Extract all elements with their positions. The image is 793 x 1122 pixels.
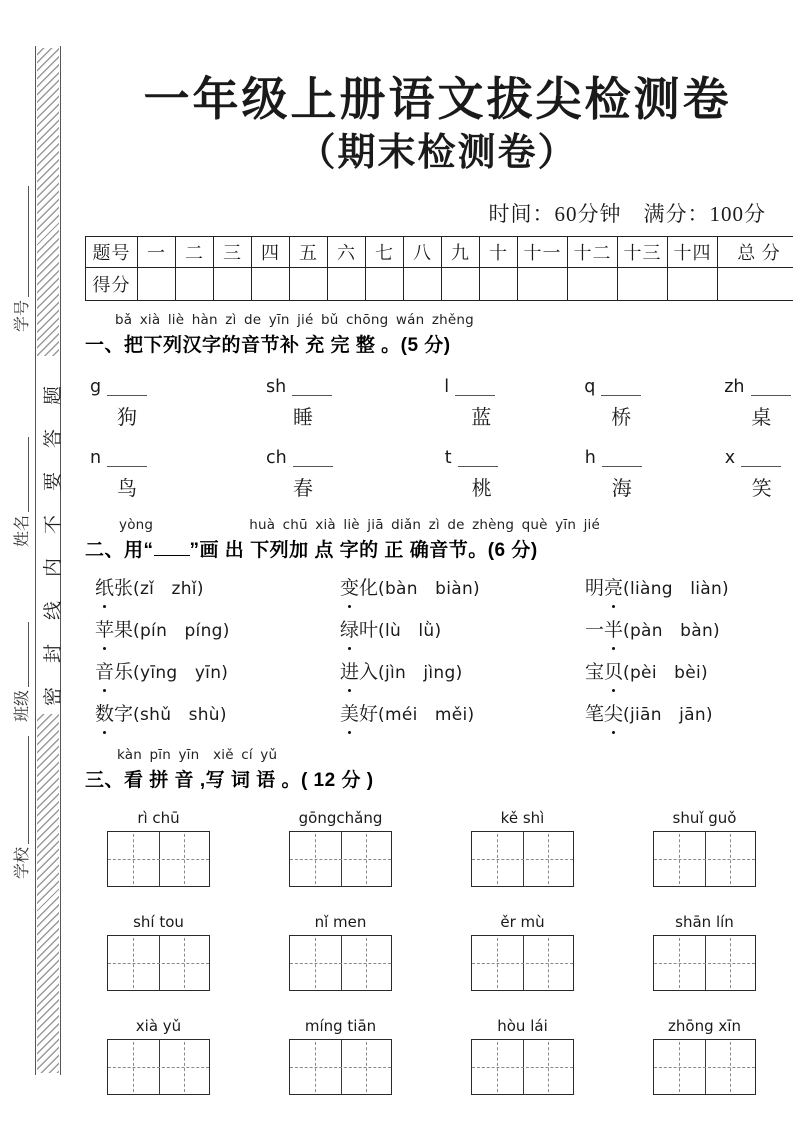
grid-line [108, 859, 209, 860]
grid-line [730, 1042, 731, 1092]
writing-box [289, 935, 392, 991]
writing-row [85, 1017, 790, 1095]
syllable-blank [601, 371, 641, 396]
grid-line [472, 859, 573, 860]
pinyin-options: (pèi bèi) [623, 663, 708, 684]
word-pinyin: shí tou [133, 913, 184, 932]
word-char: 果 [114, 620, 134, 642]
student-id-label [12, 186, 32, 332]
pinyin-options: (liàng liàn) [623, 579, 729, 600]
score-cell [214, 268, 252, 301]
word-choice-item [585, 659, 790, 687]
grid-line [133, 834, 134, 884]
section-2-pinyin [119, 517, 790, 533]
score-cell [176, 268, 214, 301]
score-cell [568, 268, 618, 301]
syllable-blank [107, 442, 147, 467]
writing-box [107, 831, 210, 887]
page-subtitle: （期末检测卷） [297, 131, 578, 174]
score-cell [366, 268, 404, 301]
grid-line [133, 1042, 134, 1092]
syllable-initial: t [444, 447, 452, 468]
seal-hatch-top [37, 48, 59, 356]
word-char: 入 [359, 662, 379, 684]
score-value-row [86, 268, 793, 301]
syllable-character: 蓝 [471, 407, 492, 430]
word-char: 尖 [604, 701, 623, 728]
writing-cell [289, 913, 392, 991]
fill-line [28, 622, 29, 687]
writing-row [85, 809, 790, 887]
section-2-pinyin-head: yòng [119, 517, 154, 534]
score-col-header: 五 [290, 237, 328, 268]
grid-line [654, 1067, 755, 1068]
word-char: 笔 [585, 704, 605, 726]
grid-line [108, 963, 209, 964]
syllable-initial: sh [266, 376, 287, 397]
writing-cell [471, 1017, 574, 1095]
word-char: 亮 [604, 575, 623, 602]
score-cell [668, 268, 718, 301]
grid-line [679, 1042, 680, 1092]
writing-cell [653, 809, 756, 887]
word-char: 绿 [340, 617, 359, 644]
word-choice-item [340, 575, 585, 603]
score-cell [328, 268, 366, 301]
score-cell [290, 268, 328, 301]
class-label [12, 622, 32, 722]
seal-hatch-bottom [37, 714, 59, 1073]
grid-line [497, 834, 498, 884]
score-col-header: 六 [328, 237, 366, 268]
writing-box [653, 1039, 756, 1095]
grid-line [184, 1042, 185, 1092]
word-char: 叶 [359, 620, 379, 642]
word-choice-item [95, 701, 340, 729]
score-col-header: 四 [252, 237, 290, 268]
writing-cell [653, 1017, 756, 1095]
syllable-item [444, 372, 502, 430]
syllable-character: 鸟 [117, 478, 137, 501]
pinyin-options: (jìn jìng) [378, 663, 463, 684]
word-char: 数 [95, 701, 114, 728]
section-2-title [85, 535, 790, 562]
score-cell [718, 268, 793, 301]
word-char: 一 [585, 620, 605, 642]
syllable-item [445, 443, 503, 501]
word-choice-item [340, 659, 585, 687]
word-char: 明 [585, 578, 605, 600]
score-cell [618, 268, 668, 301]
pinyin-options: (méi měi) [378, 705, 475, 726]
syllable-item [90, 372, 148, 430]
syllable-initial: q [584, 376, 596, 397]
grid-line [497, 938, 498, 988]
syllable-blank [741, 442, 781, 467]
section-3-pinyin: kàn pīn yīn xiě cí yǔ [117, 747, 278, 764]
student-id-text: 学号 [14, 299, 31, 332]
grid-line [730, 938, 731, 988]
word-char: 字 [114, 704, 134, 726]
syllable-character: 春 [293, 478, 313, 501]
score-col-header: 一 [138, 237, 176, 268]
grid-line [366, 938, 367, 988]
grid-line [472, 963, 573, 964]
writing-box [653, 935, 756, 991]
syllable-initial: ch [266, 447, 287, 468]
syllable-character: 狗 [117, 407, 137, 430]
score-cell [138, 268, 176, 301]
word-pinyin: shān lín [675, 913, 734, 932]
syllable-row [85, 372, 790, 430]
score-cell [442, 268, 480, 301]
word-pinyin: míng tiān [304, 1017, 377, 1036]
class-text: 班级 [14, 689, 31, 722]
word-char: 音 [95, 659, 114, 686]
syllable-item [90, 443, 148, 501]
grid-line [679, 938, 680, 988]
grid-line [366, 834, 367, 884]
score-col-header: 十 [480, 237, 518, 268]
syllable-blank [602, 442, 642, 467]
score-cell [518, 268, 568, 301]
word-char: 变 [340, 575, 359, 602]
word-char: 美 [340, 701, 359, 728]
word-choice-item [340, 701, 585, 729]
syllable-character: 睡 [293, 407, 313, 430]
writing-cell [471, 913, 574, 991]
syllable-blank [292, 371, 332, 396]
score-header-row [86, 237, 793, 268]
score-table-corner: 题号 [86, 237, 138, 268]
word-pinyin: xià yǔ [135, 1017, 182, 1036]
syllable-item [266, 443, 333, 501]
word-choice-item [340, 617, 585, 645]
score-col-header: 十一 [518, 237, 568, 268]
score-col-header: 十四 [668, 237, 718, 268]
word-choice-item [95, 617, 340, 645]
grid-line [654, 859, 755, 860]
fill-line [28, 437, 29, 512]
word-char: 纸 [95, 575, 114, 602]
writing-box [471, 831, 574, 887]
score-col-header: 八 [404, 237, 442, 268]
word-choice-grid [85, 575, 790, 729]
grid-line [315, 938, 316, 988]
pinyin-options: (pàn bàn) [623, 621, 720, 642]
grid-line [290, 859, 391, 860]
syllable-initial: g [90, 376, 102, 397]
syllable-row [85, 443, 790, 501]
word-char: 张 [114, 578, 134, 600]
word-char: 宝 [585, 662, 605, 684]
seal-line-text: 密封线内不要答题 [43, 361, 64, 706]
writing-cell [107, 1017, 210, 1095]
school-text: 学校 [14, 846, 31, 879]
writing-cell [107, 809, 210, 887]
word-pinyin: ěr mù [500, 913, 545, 932]
syllable-initial: l [444, 376, 450, 397]
syllable-item [585, 443, 643, 501]
word-choice-item [95, 659, 340, 687]
word-pinyin: zhōng xīn [668, 1017, 741, 1036]
student-name-label [12, 437, 32, 547]
writing-box [289, 831, 392, 887]
score-table [85, 236, 793, 301]
writing-box [653, 831, 756, 887]
pinyin-options: (bàn biàn) [378, 579, 480, 600]
score-cell [252, 268, 290, 301]
writing-row [85, 913, 790, 991]
section-1-title: 一、把下列汉字的音节补 充 完 整 。(5 分) [85, 335, 451, 357]
syllable-blank [458, 442, 498, 467]
writing-cell [107, 913, 210, 991]
score-col-header: 二 [176, 237, 214, 268]
pinyin-options: (yīng yīn) [133, 663, 229, 684]
section-2-title-pre: 二、用“ [85, 540, 154, 562]
grid-line [108, 1067, 209, 1068]
score-cell [404, 268, 442, 301]
syllable-character: 笑 [751, 478, 772, 501]
syllable-character: 桌 [751, 407, 772, 430]
grid-line [315, 834, 316, 884]
school-label [12, 736, 32, 879]
writing-cell [653, 913, 756, 991]
section-2-title-post: ”画 出 下列加 点 字的 正 确音节。(6 分) [189, 540, 538, 562]
grid-line [315, 1042, 316, 1092]
writing-box [471, 1039, 574, 1095]
grid-line [548, 834, 549, 884]
word-choice-item [585, 575, 790, 603]
fill-line [28, 736, 29, 844]
writing-cell [289, 809, 392, 887]
grid-line [654, 963, 755, 964]
writing-box [107, 1039, 210, 1095]
word-choice-item [585, 701, 790, 729]
writing-box [471, 935, 574, 991]
syllable-item [724, 372, 790, 430]
syllable-item [584, 372, 642, 430]
grid-line [290, 963, 391, 964]
syllable-character: 桃 [471, 478, 492, 501]
grid-line [184, 834, 185, 884]
section-1-pinyin: bǎ xià liè hàn zì de yīn jié bǔ chōng wán zhěng [115, 312, 474, 329]
word-choice-item [95, 575, 340, 603]
word-pinyin: shuǐ guǒ [672, 809, 737, 828]
word-choice-item [585, 617, 790, 645]
student-name-text: 姓名 [14, 514, 31, 547]
pinyin-options: (jiān jān) [623, 705, 713, 726]
grid-line [730, 834, 731, 884]
score-col-header: 三 [214, 237, 252, 268]
score-col-header: 九 [442, 237, 480, 268]
score-col-header: 十二 [568, 237, 618, 268]
word-char: 化 [359, 578, 379, 600]
syllable-blank [107, 371, 147, 396]
writing-cell [289, 1017, 392, 1095]
word-pinyin: rì chū [137, 809, 180, 828]
syllable-initial: x [724, 447, 736, 468]
grid-line [548, 938, 549, 988]
pinyin-options: (shǔ shù) [133, 705, 227, 726]
score-row-label: 得分 [86, 268, 138, 301]
syllable-initial: zh [724, 376, 745, 397]
grid-line [497, 1042, 498, 1092]
pinyin-options: (zǐ zhǐ) [133, 579, 204, 600]
word-char: 乐 [114, 662, 134, 684]
syllable-character: 桥 [611, 407, 632, 430]
score-col-header: 七 [366, 237, 404, 268]
grid-line [679, 834, 680, 884]
word-char: 苹 [95, 617, 114, 644]
word-char: 进 [340, 659, 359, 686]
word-char: 半 [604, 617, 623, 644]
word-char: 好 [359, 704, 379, 726]
word-pinyin: gōngchǎng [298, 809, 383, 828]
grid-line [290, 1067, 391, 1068]
fill-line [28, 186, 29, 297]
grid-line [184, 938, 185, 988]
grid-line [548, 1042, 549, 1092]
pinyin-options: (lù lǜ) [378, 621, 442, 642]
score-cell [480, 268, 518, 301]
syllable-item [725, 443, 783, 501]
pinyin-options: (pín píng) [133, 621, 230, 642]
syllable-blank [455, 371, 495, 396]
title-blank-line [154, 541, 190, 556]
word-char: 贝 [604, 659, 623, 686]
section-3-title: 三、看 拼 音 ,写 词 语 。( 12 分 ) [85, 770, 374, 792]
score-col-header: 十三 [618, 237, 668, 268]
word-pinyin: kě shì [500, 809, 545, 828]
word-pinyin: hòu lái [497, 1017, 548, 1036]
syllable-blank [751, 371, 791, 396]
grid-line [133, 938, 134, 988]
writing-cell [471, 809, 574, 887]
writing-box [107, 935, 210, 991]
page-title: 一年级上册语文拔尖检测卷 [143, 74, 732, 125]
syllable-initial: n [90, 447, 102, 468]
writing-box [289, 1039, 392, 1095]
syllable-initial: h [584, 447, 596, 468]
grid-line [472, 1067, 573, 1068]
score-col-header: 总 分 [718, 237, 793, 268]
syllable-blank [293, 442, 333, 467]
grid-line [366, 1042, 367, 1092]
syllable-item [266, 372, 332, 430]
exam-meta: 时间：60分钟 满分：100分 [488, 202, 766, 227]
section-2-pinyin-tail: huà chū xià liè jiā diǎn zì de zhèng què yīn jié [249, 517, 600, 534]
word-pinyin: nǐ men [314, 913, 367, 932]
syllable-character: 海 [611, 478, 632, 501]
main-content [85, 0, 790, 1121]
